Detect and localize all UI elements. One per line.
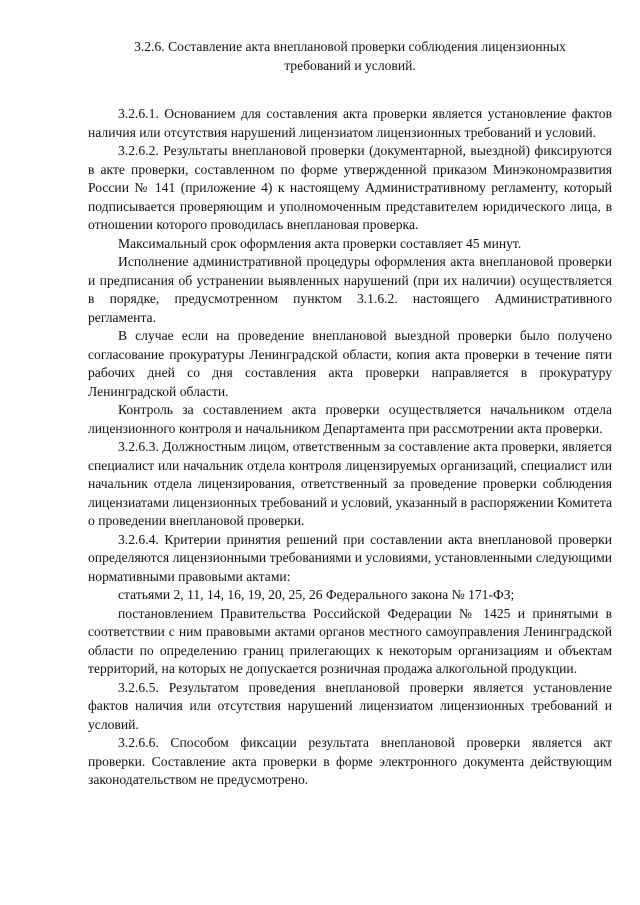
paragraph-government-resolution: постановлением Правительства Российской Федерации № 1425 и принятыми в соответствии с ним правовыми актами органов местного самоуправления Ленинградской области по определению границ прилегающих к некоторым организациям и объектам территорий, на которых не допускается розничная продажа алкогольной продукции. xyxy=(88,605,612,676)
document-page xyxy=(88,38,612,790)
paragraph-max-duration: Максимальный срок оформления акта проверки составляет 45 минут. xyxy=(118,235,522,251)
paragraph-prosecutor-copy: В случае если на проведение внеплановой выездной проверки было получено согласование прокуратуры Ленинградской области, копия акта проверки в течение пяти рабочих дней со дня составления акта проверки направляется в прокуратуру Ленинградской области. xyxy=(88,328,612,399)
paragraph-3-2-6-3: 3.2.6.3. Должностным лицом, ответственным за составление акта проверки, является специалист или начальник отдела контроля лицензируемых организаций, специалист или начальник отдела лицензирования, ответственный за проведение проверки соблюдения лицензиатами лицензионных требований и условий, указанный в распоряжении Комитета о проведении внеплановой проверки. xyxy=(88,439,612,528)
section-heading: 3.2.6. Составление акта внеплановой проверки соблюдения лицензионных требований и условий. xyxy=(134,39,566,73)
paragraph-procedure-execution: Исполнение административной процедуры оформления акта внеплановой проверки и предписания об устранении выявленных нарушений (при их наличии) осуществляется в порядке, предусмотренном пунктом 3.1.6.2. настоящего Административного регламента. xyxy=(88,254,612,325)
paragraph-3-2-6-5: 3.2.6.5. Результатом проведения внеплановой проверки является установление фактов наличия или отсутствия нарушений лицензиатом лицензионных требований и условий. xyxy=(88,679,612,732)
paragraph-3-2-6-4: 3.2.6.4. Критерии принятия решений при составлении акта внеплановой проверки определяются лицензионными требованиями и условиями, установленными следующими нормативными правовыми актами: xyxy=(88,531,612,584)
paragraph-3-2-6-6: 3.2.6.6. Способом фиксации результата внеплановой проверки является акт проверки. Составление акта проверки в форме электронного документа действующим законодательством не предусмотрено. xyxy=(88,735,612,787)
paragraph-federal-law: статьями 2, 11, 14, 16, 19, 20, 25, 26 Федерального закона № 171-ФЗ; xyxy=(118,587,515,602)
paragraph-3-2-6-1: 3.2.6.1. Основанием для составления акта проверки является установление фактов наличия или отсутствия нарушений лицензиатом лицензионных требований и условий. xyxy=(88,106,612,140)
paragraph-control: Контроль за составлением акта проверки осуществляется начальником отдела лицензионного контроля и начальником Департамента при рассмотрении акта проверки. xyxy=(88,402,612,436)
paragraph-3-2-6-2: 3.2.6.2. Результаты внеплановой проверки (документарной, выездной) фиксируются в акте проверки, составленном по форме утвержденной приказом Минэкономразвития России № 141 (приложение 4) к настоящему Административному регламенту, который подписывается проверяющим и уполномоченным представителем юридического лица, в отношении которого проводилась внеплановая проверка. xyxy=(88,143,612,232)
